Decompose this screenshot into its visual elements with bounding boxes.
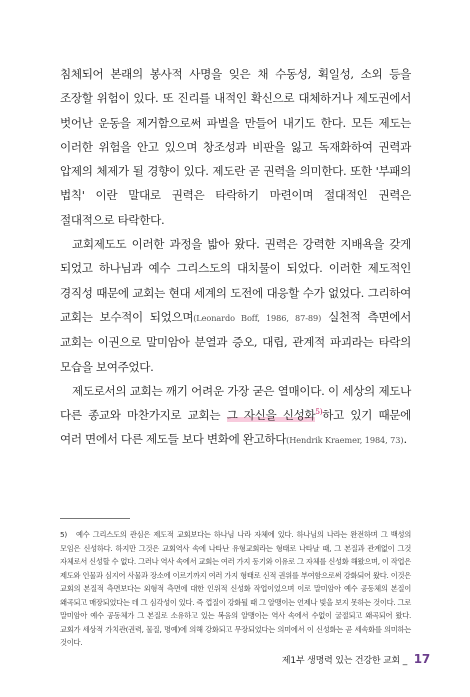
running-title: 제1부 생명력 있는 건강한 교회 xyxy=(281,656,401,666)
footnote-text: 예수 그리스도의 관심은 제도적 교회보다는 하나님 나라 자체에 있다. 하나님의 나라는 완전하며 그 백성의 모임은 신성하다. 하지만 그것은 교회역사 속에 나타난 유형교회라는 형태로 나타날 때, 그 본질과 관계없이 그것 자체로서 신성할 수 없다. 그러나 역사 속에서 교회는 여러 가지 동기와 이유로 그 자체를 신성화 해왔으며, 이 작업은 제도와 인물과 심지어 사물과 장소에 이르기까지 여러 가지 형태로 신적 권위를 부여함으로써 강화되어 왔다. 이것은 교회의 본질적 측면보다는 외형적 측면에 대한 인위적 신성화 작업이었으며 이로 말미암아 예수 공동체의 본질이 왜곡되고 매장되었다는 데 그 심각성이 있다. 즉 껍질이 강화될 때 그 알맹이는 언제나 빛을 보지 못하는 것이다. 그로 말미암아 예수 공동체가 그 본질로 소유하고 있는 복음의 알맹이는 역사 속에서 수없이 굴절되고 왜곡되어 왔다. 교회가 세상적 가치관(권력, 물질, 명예)에 의해 강화되고 무장되었다는 의미에서 이 신성화는 곧 세속화를 의미하는 것이다. xyxy=(60,530,411,647)
footnote-5 xyxy=(60,528,411,650)
paragraph-1-text: 침체되어 본래의 봉사적 사명을 잊은 채 수동성, 획일성, 소외 등을 조장할 위험이 있다. 또 진리를 내적인 확신으로 대체하거나 제도권에서 벗어난 운동을 제거함으로써 파벌을 만들어 내기도 한다. 모든 제도는 이러한 위험을 안고 있으며 창조성과 비판을 잃고 독재화하여 권력과 압제의 체제가 될 경향이 있다. 제도란 곧 권력을 의미한다. 또한 '부패의 법칙' 이란 말대로 권력은 타락하기 마련이며 절대적인 권력은 절대적으로 타락한다. xyxy=(60,67,411,227)
paragraph-3-text-a: 제도로서의 교회는 깨기 어려운 가장 굳은 열매이다. 이 세상의 제도나 다른 종교와 마찬가지로 교회는 xyxy=(60,383,411,423)
page-number: 17 xyxy=(413,652,430,666)
page-footer xyxy=(282,652,430,666)
paragraph-2 xyxy=(60,232,411,379)
paragraph-2-text-b: 실천적 측면에서 교회는 이권으로 말미암아 분열과 증오, 대립, 관계적 파괴라는 타락의 모습을 보여주었다. xyxy=(60,309,411,374)
citation-kraemer: (Hendrik Kraemer, 1984, 73) xyxy=(286,435,404,446)
paragraph-1 xyxy=(60,62,411,232)
paragraph-2-text-a: 교회제도도 이러한 과정을 밟아 왔다. 권력은 강력한 지배욕을 갖게 되었고 하나님과 예수 그리스도의 대치물이 되었다. 이러한 제도적인 경직성 때문에 교회는 현대 세계의 도전에 대응할 수가 없었다. 그리하여 교회는 보수적이 되었으며 xyxy=(60,237,411,324)
highlighted-phrase: 그 자신을 신성화 xyxy=(226,408,316,423)
main-body-text xyxy=(60,62,411,453)
footnote-divider xyxy=(60,518,130,519)
paragraph-3-end: . xyxy=(403,432,407,447)
citation-boff: (Leonardo Boff, 1986, 87-89) xyxy=(193,312,322,323)
footer-separator: _ xyxy=(402,656,408,666)
paragraph-3 xyxy=(60,379,411,453)
paragraph-3-text-b: 하고 있기 때문에 여러 면에서 다른 제도들 보다 변화에 완고하다 xyxy=(60,408,412,447)
footnote-number: 5) xyxy=(60,530,67,539)
footnote-reference[interactable]: 5) xyxy=(315,407,323,417)
